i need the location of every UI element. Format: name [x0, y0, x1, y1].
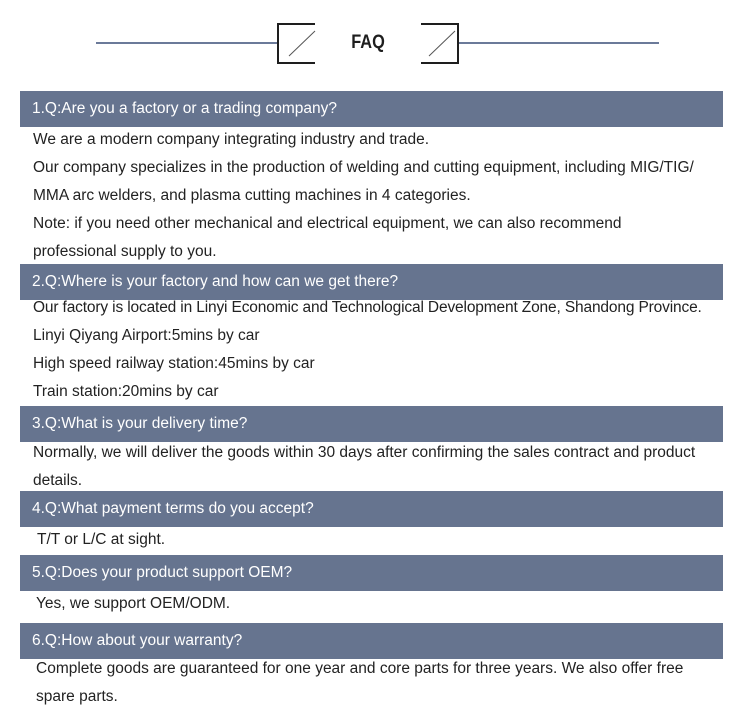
- header-rule-right: [458, 42, 659, 44]
- faq-answer-2-line-4: Train station:20mins by car: [33, 383, 219, 400]
- faq-answer-3-line-2: details.: [33, 472, 83, 489]
- faq-question-4: 4.Q:What payment terms do you accept?: [20, 491, 723, 527]
- page-title: FAQ: [351, 32, 385, 53]
- faq-answer-2-line-3: High speed railway station:45mins by car: [33, 355, 315, 372]
- faq-answer-6-line-2: spare parts.: [36, 688, 118, 705]
- faq-answer-2-line-1: Our factory is located in Linyi Economic and Technological Development Zone, Shandong Province.: [33, 299, 702, 316]
- faq-header: [0, 0, 750, 80]
- faq-question-3: 3.Q:What is your delivery time?: [20, 406, 723, 442]
- faq-answer-1-line-3: MMA arc welders, and plasma cutting machines in 4 categories.: [33, 187, 471, 204]
- faq-answer-1-line-2: Our company specializes in the production of welding and cutting equipment, including MIG/TIG/: [33, 159, 694, 176]
- header-rule-left: [96, 42, 278, 44]
- faq-answer-2-line-2: Linyi Qiyang Airport:5mins by car: [33, 327, 260, 344]
- faq-answer-1-line-1: We are a modern company integrating industry and trade.: [33, 131, 430, 148]
- faq-answer-1-line-4: Note: if you need other mechanical and electrical equipment, we can also recommend: [33, 215, 622, 232]
- faq-question-6: 6.Q:How about your warranty?: [20, 623, 723, 659]
- title-frame: [277, 23, 459, 64]
- faq-question-5: 5.Q:Does your product support OEM?: [20, 555, 723, 591]
- faq-answer-1-line-5: professional supply to you.: [33, 243, 217, 260]
- faq-answer-6-line-1: Complete goods are guaranteed for one year and core parts for three years. We also offer free: [36, 660, 684, 677]
- faq-answer-5-line-1: Yes, we support OEM/ODM.: [36, 595, 231, 612]
- faq-answer-4-line-1: T/T or L/C at sight.: [37, 531, 166, 548]
- faq-question-1: 1.Q:Are you a factory or a trading company?: [20, 91, 723, 127]
- faq-answer-3-line-1: Normally, we will deliver the goods within 30 days after confirming the sales contract and product: [33, 444, 696, 461]
- faq-question-2: 2.Q:Where is your factory and how can we get there?: [20, 264, 723, 300]
